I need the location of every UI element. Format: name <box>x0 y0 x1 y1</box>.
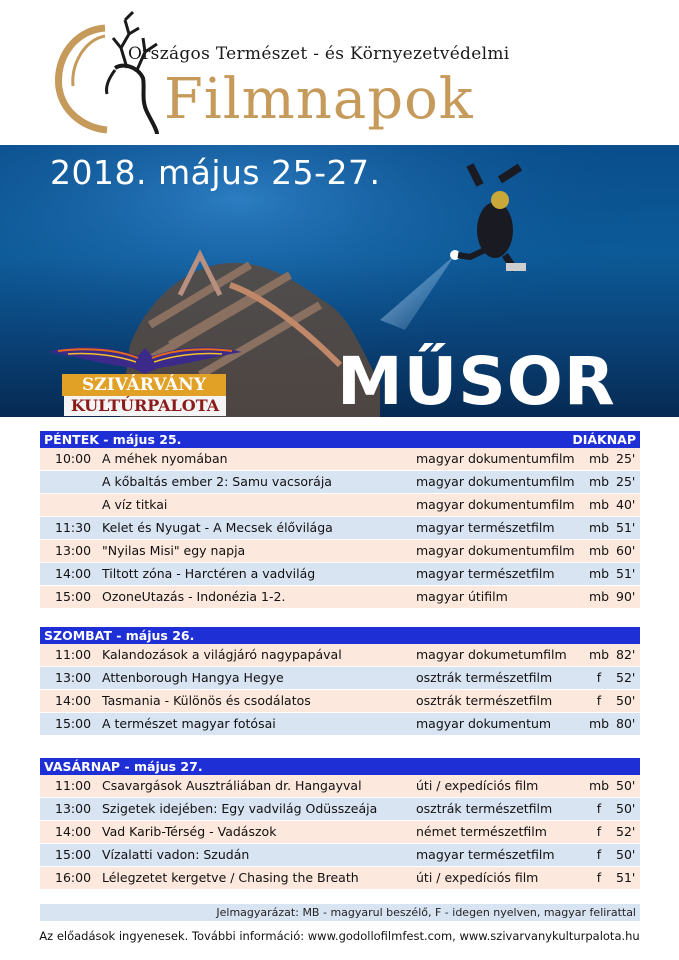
row-genre: magyar útifilm <box>416 589 508 604</box>
row-lang: mb <box>588 474 610 489</box>
row-time: 11:00 <box>55 647 92 662</box>
row-lang: mb <box>588 589 610 604</box>
row-length: 51' <box>616 566 636 581</box>
row-genre: német természetfilm <box>416 824 547 839</box>
row-genre: osztrák természetfilm <box>416 801 553 816</box>
row-time: 13:00 <box>55 543 92 558</box>
row-length: 50' <box>616 801 636 816</box>
row-length: 60' <box>616 543 636 558</box>
footer-info: Az előadások ingyenesek. További információ: www.godollofilmfest.com, www.szivarvanykulturpalota.hu <box>39 929 640 943</box>
row-length: 25' <box>616 451 636 466</box>
program-heading: MŰSOR <box>337 343 616 420</box>
row-genre: magyar dokumentumfilm <box>416 497 575 512</box>
table-row <box>40 690 640 713</box>
row-lang: mb <box>588 497 610 512</box>
deer-logo-icon <box>45 8 170 136</box>
day-header <box>40 431 640 448</box>
row-length: 52' <box>616 670 636 685</box>
row-title: A kőbaltás ember 2: Samu vacsorája <box>102 474 332 489</box>
row-title: Lélegzetet kergetve / Chasing the Breath <box>102 870 359 885</box>
row-time: 15:00 <box>55 847 92 862</box>
org-name-line2: KULTÚRPALOTA <box>64 396 226 416</box>
table-row <box>40 775 640 798</box>
row-time: 14:00 <box>55 693 92 708</box>
day-block-saturday <box>40 627 640 736</box>
row-title: Vízalatti vadon: Szudán <box>102 847 250 862</box>
day-header <box>40 758 640 775</box>
row-lang: mb <box>588 647 610 662</box>
table-row <box>40 448 640 471</box>
day-note: DIÁKNAP <box>572 432 636 447</box>
row-title: Tiltott zóna - Harctéren a vadvilág <box>102 566 316 581</box>
table-row <box>40 644 640 667</box>
row-length: 25' <box>616 474 636 489</box>
row-time: 10:00 <box>55 451 92 466</box>
table-row <box>40 713 640 736</box>
row-title: Csavargások Ausztráliában dr. Hangayval <box>102 778 362 793</box>
row-length: 50' <box>616 847 636 862</box>
row-genre: osztrák természetfilm <box>416 670 553 685</box>
row-time: 11:30 <box>55 520 92 535</box>
day-label: SZOMBAT - május 26. <box>44 628 195 643</box>
org-name-line1: SZIVÁRVÁNY <box>62 374 226 396</box>
row-lang: mb <box>588 778 610 793</box>
row-genre: magyar természetfilm <box>416 847 555 862</box>
row-length: 50' <box>616 778 636 793</box>
row-title: "Nyilas Misi" egy napja <box>102 543 246 558</box>
row-genre: úti / expedíciós film <box>416 870 539 885</box>
table-row <box>40 821 640 844</box>
row-length: 51' <box>616 870 636 885</box>
row-title: Attenborough Hangya Hegye <box>102 670 284 685</box>
row-genre: úti / expedíciós film <box>416 778 539 793</box>
row-lang: f <box>596 824 602 839</box>
table-row <box>40 867 640 890</box>
table-row <box>40 798 640 821</box>
row-genre: magyar dokumentumfilm <box>416 543 575 558</box>
row-title: OzoneUtazás - Indonézia 1-2. <box>102 589 286 604</box>
table-row <box>40 667 640 690</box>
day-label: VASÁRNAP - május 27. <box>44 759 203 774</box>
table-row <box>40 471 640 494</box>
row-lang: f <box>596 693 602 708</box>
day-block-friday <box>40 431 640 609</box>
row-genre: magyar dokumentum <box>416 716 552 731</box>
table-row <box>40 517 640 540</box>
row-lang: f <box>596 870 602 885</box>
row-length: 40' <box>616 497 636 512</box>
row-title: Kalandozások a világjáró nagypapával <box>102 647 342 662</box>
row-length: 90' <box>616 589 636 604</box>
table-row <box>40 540 640 563</box>
row-time: 13:00 <box>55 801 92 816</box>
row-time: 14:00 <box>55 824 92 839</box>
row-title: Szigetek idejében: Egy vadvilág Odüsszeája <box>102 801 378 816</box>
legend-text: Jelmagyarázat: MB - magyarul beszélő, F - idegen nyelven, magyar felirattal <box>216 906 636 919</box>
row-genre: magyar dokumentumfilm <box>416 474 575 489</box>
row-title: Kelet és Nyugat - A Mecsek élővilága <box>102 520 333 535</box>
row-lang: f <box>596 847 602 862</box>
day-header <box>40 627 640 644</box>
row-genre: magyar dokumentumfilm <box>416 451 575 466</box>
row-lang: mb <box>588 451 610 466</box>
row-time: 14:00 <box>55 566 92 581</box>
row-genre: magyar természetfilm <box>416 520 555 535</box>
row-length: 51' <box>616 520 636 535</box>
row-genre: osztrák természetfilm <box>416 693 553 708</box>
row-title: A természet magyar fotósai <box>102 716 276 731</box>
row-length: 80' <box>616 716 636 731</box>
festival-subtitle: Országos Természet - és Környezetvédelmi <box>128 44 510 64</box>
legend <box>40 904 640 921</box>
eagle-icon <box>48 334 242 374</box>
row-time: 13:00 <box>55 670 92 685</box>
row-lang: mb <box>588 566 610 581</box>
table-row <box>40 563 640 586</box>
row-lang: mb <box>588 543 610 558</box>
header <box>0 0 679 145</box>
row-lang: mb <box>588 520 610 535</box>
festival-title: Filmnapok <box>164 67 474 132</box>
row-title: A méhek nyomában <box>102 451 228 466</box>
day-label: PÉNTEK - május 25. <box>44 432 182 447</box>
row-genre: magyar természetfilm <box>416 566 555 581</box>
festival-date: 2018. május 25-27. <box>50 153 381 192</box>
table-row <box>40 586 640 609</box>
table-row <box>40 494 640 517</box>
row-length: 50' <box>616 693 636 708</box>
table-row <box>40 844 640 867</box>
row-title: Vad Karib-Térség - Vadászok <box>102 824 277 839</box>
row-time: 15:00 <box>55 589 92 604</box>
row-lang: f <box>596 670 602 685</box>
row-genre: magyar dokumetumfilm <box>416 647 567 662</box>
row-length: 82' <box>616 647 636 662</box>
day-block-sunday <box>40 758 640 890</box>
row-lang: mb <box>588 716 610 731</box>
row-title: Tasmania - Különös és csodálatos <box>102 693 311 708</box>
row-time: 11:00 <box>55 778 92 793</box>
row-time: 15:00 <box>55 716 92 731</box>
row-time: 16:00 <box>55 870 92 885</box>
row-lang: f <box>596 801 602 816</box>
row-length: 52' <box>616 824 636 839</box>
row-title: A víz titkai <box>102 497 168 512</box>
